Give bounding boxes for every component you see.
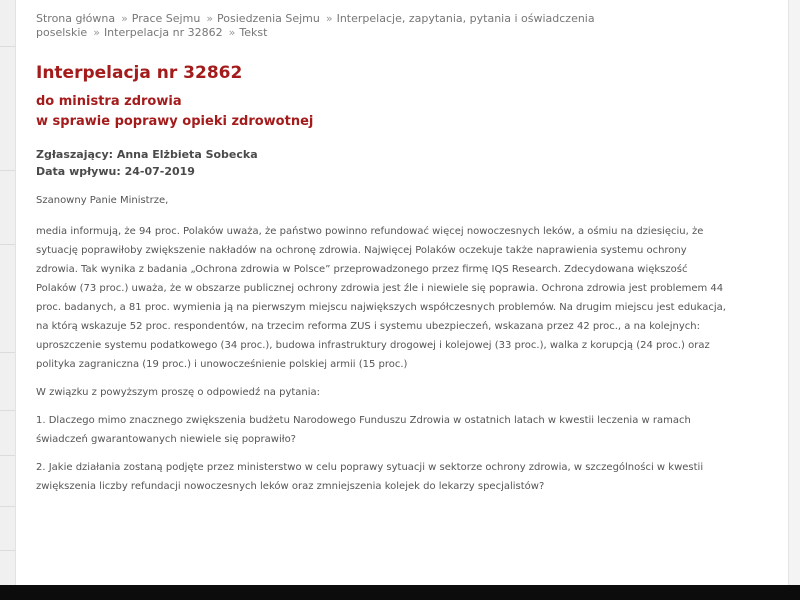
body-paragraph: media informują, że 94 proc. Polaków uważa, że państwo powinno refundować więcej nowoczesnych leków, a ośmiu na dziesięciu, że sytuację poprawiłoby zwiększenie nakładów na ochronę zdrowia. Najwięcej Polaków oczekuje także naprawienia systemu ochrony zdrowia. Tak wynika z badania „Ochrona zdrowia w Polsce” przeprowadzonego przez firmę IQS Research. Zdecydowana większość Polaków (73 proc.) uważa, że w obszarze publicznej ochrony zdrowia jest źle i niewiele się poprawia. Ochrona zdrowia jest problemem 44 proc. badanych, a 81 proc. wymienia ją na pierwszym miejscu największych współczesnych problemów. Na drugim miejscu jest edukacja, na którą wskazuje 52 proc. respondentów, na trzecim reforma ZUS i systemu ubezpieczeń, wskazana przez 42 proc., a na kolejnych: uproszczenie systemu podatkowego (34 proc.), budowa infrastruktury drogowej i kolejowej (33 proc.), walka z korupcją (24 proc.) oraz polityka zagraniczna (19 proc.) i unowocześnienie polskiej armii (15 proc.) [36, 226, 726, 370]
breadcrumb-prace-sejmu-link[interactable]: Prace Sejmu [131, 12, 201, 25]
breadcrumb-separator: » [93, 26, 100, 39]
breadcrumb-separator: » [325, 12, 333, 25]
subject-heading: w sprawie poprawy opieki zdrowotnej [36, 114, 314, 129]
submitter-label: Zgłaszający: Anna Elżbieta Sobecka [36, 148, 258, 161]
question-1: 1. Dlaczego mimo znacznego zwiększenia budżetu Narodowego Funduszu Zdrowia w ostatnich latach w kwestii leczenia w ramach świadczeń gwarantowanych niewiele się poprawiło? [36, 415, 691, 445]
sidebar-divider [0, 506, 15, 507]
sidebar-divider [0, 244, 15, 245]
request-text: W związku z powyższym proszę o odpowiedź na pytania: [36, 387, 321, 398]
right-edge-strip [788, 0, 800, 585]
breadcrumb-separator: » [206, 12, 214, 25]
sidebar-divider [0, 550, 15, 551]
breadcrumb-separator: » [121, 12, 128, 25]
breadcrumb-home-link[interactable]: Strona główna [36, 12, 116, 25]
greeting-text: Szanowny Panie Ministrze, [36, 195, 169, 206]
sidebar-divider [0, 352, 15, 353]
breadcrumb-separator: » [228, 26, 236, 39]
addressee-heading: do ministra zdrowia [36, 94, 182, 109]
main-content [16, 0, 788, 585]
page-title: Interpelacja nr 32862 [36, 63, 243, 83]
breadcrumb-interpelacja-link[interactable]: Interpelacja nr 32862 [103, 26, 223, 39]
bottom-bar [0, 585, 800, 600]
breadcrumb-interpelacje-link[interactable]: Interpelacje, zapytania, pytania i oświadczenia poselskie [36, 12, 595, 39]
sidebar-divider [0, 455, 15, 456]
left-sidebar-strip [0, 0, 16, 585]
sidebar-divider [0, 46, 15, 47]
breadcrumb [36, 12, 726, 40]
article [36, 12, 726, 496]
breadcrumb-posiedzenia-link[interactable]: Posiedzenia Sejmu [217, 12, 320, 25]
question-2: 2. Jakie działania zostaną podjęte przez ministerstwo w celu poprawy sytuacji w sektorze ochrony zdrowia, w szczególności w kwestii zwiększenia liczby refundacji nowoczesnych leków oraz zmniejszenia kolejek do lekarzy specjalistów? [36, 462, 704, 492]
breadcrumb-current: Tekst [239, 26, 268, 39]
sidebar-divider [0, 410, 15, 411]
date-label: Data wpływu: 24-07-2019 [36, 165, 195, 178]
sidebar-divider [0, 170, 15, 171]
